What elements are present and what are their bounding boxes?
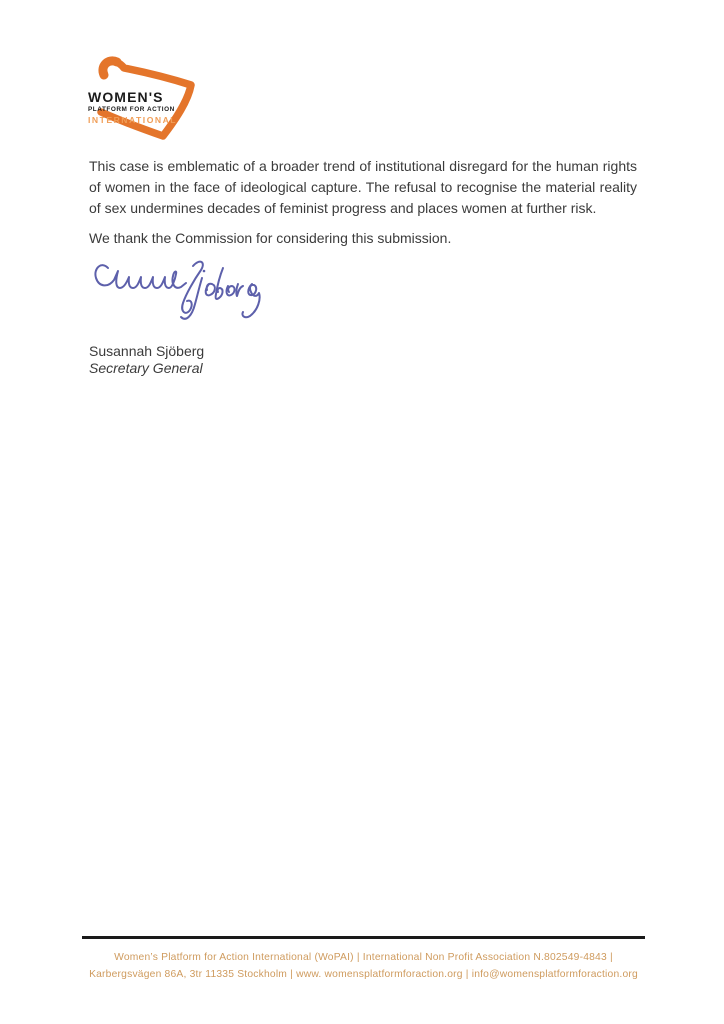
logo-wordmark [88, 90, 178, 125]
body-paragraph-2: We thank the Commission for considering this submission. [89, 230, 452, 246]
signer-name: Susannah Sjöberg [89, 343, 205, 359]
signer-block [89, 343, 204, 377]
signer-title: Secretary General [89, 360, 203, 376]
logo-line-platform: PLATFORM FOR ACTION [88, 106, 175, 113]
body-paragraph-1: This case is emblematic of a broader trend of institutional disregard for the human rights of women in the face of ideological capture. The refusal to recognise the material reality of sex undermines decades of feminist progress and places women at further risk. [89, 158, 637, 216]
footer-line-1: Women’s Platform for Action International (WoPAI) | International Non Profit Association N.802549-4843 | [114, 952, 613, 963]
org-logo [84, 52, 214, 147]
handwritten-signature-image [90, 256, 270, 326]
letter-body [89, 156, 637, 249]
footer-line-2: Karbergsvägen 86A, 3tr 11335 Stockholm | www. womensplatformforaction.org | info@womensplatformforaction.org [89, 968, 638, 980]
footer [82, 950, 645, 983]
logo-line-international: INTERNATIONAL [88, 115, 178, 125]
logo-line-womens: WOMEN'S [88, 89, 164, 105]
footer-divider [82, 936, 645, 939]
